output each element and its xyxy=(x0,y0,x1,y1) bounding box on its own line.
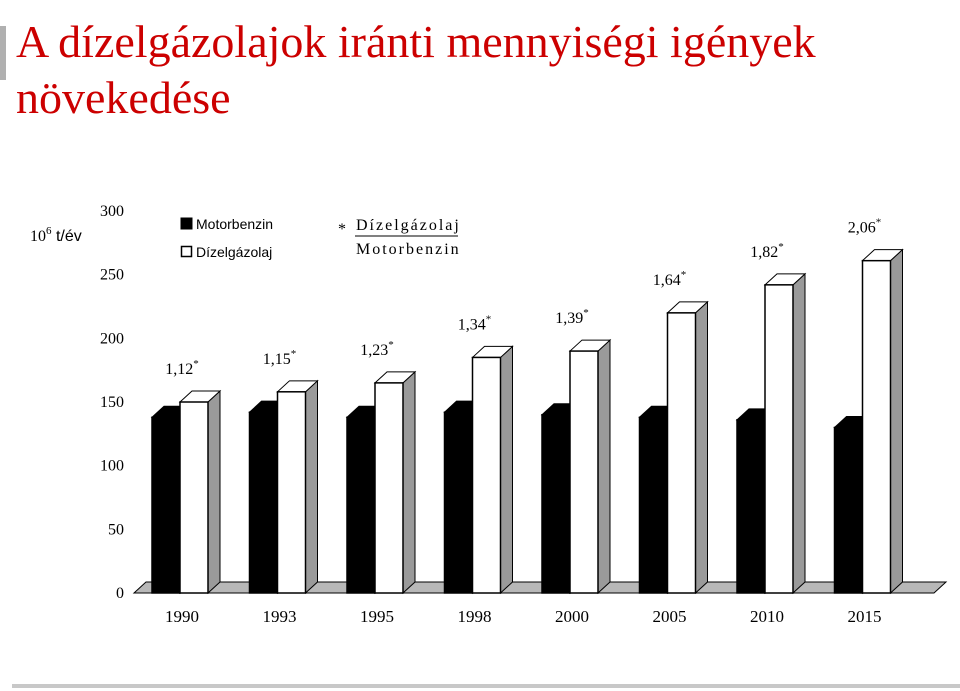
x-tick-label: 2000 xyxy=(555,607,589,626)
bar-dizelgazolaj xyxy=(863,250,903,593)
y-tick-label: 150 xyxy=(100,394,124,411)
x-tick-label: 1990 xyxy=(165,607,199,626)
y-axis-label-base: 10 xyxy=(30,228,46,245)
legend-label-motorbenzin: Motorbenzin xyxy=(196,216,274,232)
ratio-data-label: 1,82* xyxy=(750,240,784,261)
y-tick-label: 50 xyxy=(108,521,124,539)
ratio-data-label-marker: * xyxy=(388,338,394,351)
y-tick-label: 250 xyxy=(100,266,124,284)
ratio-legend-marker: * xyxy=(338,221,346,238)
page-title: A dízelgázolajok iránti mennyiségi igények növekedése xyxy=(16,16,816,123)
ratio-legend-denominator: Motorbenzin xyxy=(356,241,461,258)
ratio-data-label: 1,39* xyxy=(555,307,589,328)
y-tick-label: 200 xyxy=(100,330,124,348)
y-tick-label: 300 xyxy=(100,203,124,220)
ratio-data-label: 1,15* xyxy=(262,347,297,368)
bar-dizelgazolaj xyxy=(375,372,415,593)
x-tick-label: 1995 xyxy=(360,607,394,626)
ratio-data-label-marker: * xyxy=(778,240,784,253)
ratio-data-label-marker: * xyxy=(680,268,687,281)
ratio-data-label-marker: * xyxy=(290,347,297,360)
bar-dizelgazolaj xyxy=(570,340,610,593)
ratio-data-label-marker: * xyxy=(485,313,492,326)
ratio-data-label-marker: * xyxy=(583,307,589,320)
x-tick-label: 1998 xyxy=(457,607,492,626)
legend-swatch-motorbenzin xyxy=(181,218,192,229)
bar-dizelgazolaj xyxy=(278,381,318,593)
bar-dizelgazolaj xyxy=(668,302,708,593)
bar-dizelgazolaj xyxy=(473,346,513,593)
ratio-data-label: 1,64* xyxy=(652,268,687,289)
x-tick-label: 2010 xyxy=(750,607,784,626)
y-axis-label-exponent: 6 xyxy=(46,225,52,237)
bars-layer xyxy=(152,250,903,593)
bottom-rule xyxy=(12,684,960,688)
ratio-legend-numerator: Dízelgázolaj xyxy=(356,217,461,234)
ratio-data-label: 1,34* xyxy=(457,313,492,334)
ratio-data-label: 2,06* xyxy=(847,216,882,237)
y-tick-label: 100 xyxy=(100,457,124,475)
y-tick-label: 0 xyxy=(116,585,124,602)
axis-layer xyxy=(100,203,946,602)
ratio-data-label-marker: * xyxy=(193,358,199,370)
bar-dizelgazolaj xyxy=(765,274,805,593)
ratio-legend xyxy=(338,217,461,258)
bar-dizelgazolaj xyxy=(180,391,220,593)
legend-label-dizelgazolaj: Dízelgázolaj xyxy=(196,244,273,260)
x-tick-label: 2015 xyxy=(847,607,882,626)
y-axis-label-unit: t/év xyxy=(51,228,82,245)
ratio-data-label: 1,12* xyxy=(165,358,199,378)
ratio-data-label: 1,23* xyxy=(360,338,394,359)
x-tick-label: 1993 xyxy=(262,607,297,626)
legend-swatch-dizelgazolaj xyxy=(182,247,192,257)
x-tick-label: 2005 xyxy=(652,607,687,626)
y-axis-label xyxy=(30,225,82,245)
ratio-data-label-marker: * xyxy=(875,216,882,229)
legend xyxy=(181,216,273,260)
